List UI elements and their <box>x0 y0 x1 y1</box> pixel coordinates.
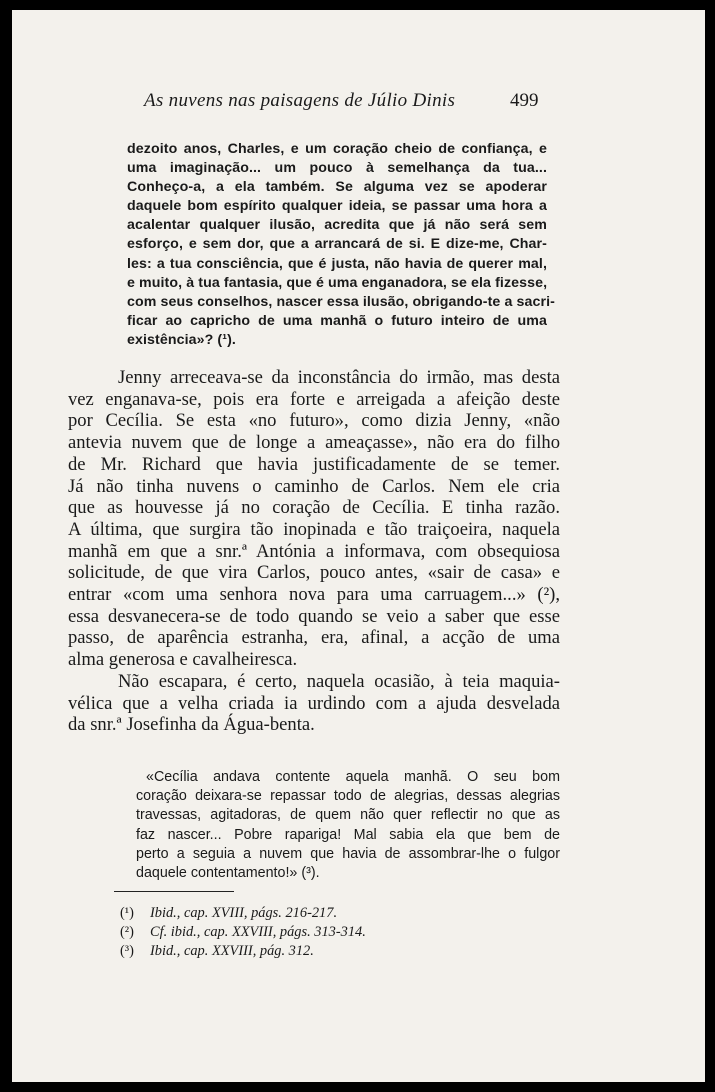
body-line: da snr.ª Josefinha da Água-benta. <box>68 714 315 736</box>
quote-line: daquele contentamento!» (³). <box>136 865 320 882</box>
quote-line: acalentar qualquer ilusão, acredita que já não será sem <box>127 217 547 234</box>
quote-line: perto a seguia a nuvem que havia de assombrar-lhe o fulgor <box>136 845 560 862</box>
body-line: Jenny arreceava-se da inconstância do irmão, mas desta <box>118 367 560 388</box>
page-header <box>12 90 705 120</box>
quote-line: uma imaginação... um pouco à semelhança da tua... <box>127 160 547 177</box>
footnote-mark: (³) <box>120 943 134 959</box>
block-quote-bottom <box>136 768 560 883</box>
footnote-rule <box>114 891 234 892</box>
body-text <box>68 367 560 736</box>
footnote <box>120 923 366 942</box>
body-line: manhã em que a snr.ª Antónia a informava, com obsequiosa <box>68 540 560 562</box>
quote-line: dezoito anos, Charles, e um coração cheio de confiança, e <box>127 141 547 157</box>
quote-line: existência»? (¹). <box>127 331 236 348</box>
footnote-mark: (²) <box>120 924 134 940</box>
body-line: essa desvanecera-se de todo quando se veio a saber que esse <box>68 605 560 627</box>
footnote <box>120 942 366 961</box>
body-line: passo, de aparência estranha, era, afinal, a acção de uma <box>68 627 560 649</box>
footnote <box>120 904 366 923</box>
body-line: de Mr. Richard que havia justificadamente de se temer. <box>68 453 560 475</box>
body-line: que as houvesse já no coração de Cecília. E tinha razão. <box>68 497 560 519</box>
quote-line: e muito, à tua fantasia, que é uma enganadora, se ela fizesse, <box>127 274 548 291</box>
block-quote-top <box>127 140 555 350</box>
quote-line: ficar ao capricho de uma manhã o futuro inteiro de uma <box>127 312 547 329</box>
body-line: solicitude, de que vira Carlos, pouco antes, «sair de casa» e <box>68 562 560 584</box>
footnote-text: Cf. ibid., cap. XXVIII, págs. 313-314. <box>150 924 366 940</box>
book-page <box>12 10 705 1082</box>
body-line: por Cecília. Se esta «no futuro», como dizia Jenny, «não <box>68 410 560 432</box>
quote-line: daquele bom espírito qualquer ideia, se passar uma hora a <box>127 198 547 215</box>
running-title: As nuvens nas paisagens de Júlio Dinis <box>144 90 456 111</box>
body-line: Já não tinha nuvens o caminho de Carlos. Nem ele cria <box>68 475 560 497</box>
footnote-text: Ibid., cap. XVIII, págs. 216-217. <box>150 905 338 921</box>
body-line: vélica que a velha criada ia urdindo com a ajuda desvelada <box>68 692 560 714</box>
body-line: A última, que surgira tão inopinada e tão traiçoeira, naquela <box>68 518 560 540</box>
quote-line: esforço, e sem dor, que a arrancará de si. E dize-me, Char- <box>127 236 547 253</box>
quote-line: faz nascer... Pobre rapariga! Mal sabia ela que bem de <box>136 826 560 843</box>
footnote-mark: (¹) <box>120 905 134 921</box>
body-line: Não escapara, é certo, naquela ocasião, à teia maquia- <box>118 670 560 692</box>
quote-line: Conheço-a, a ela também. Se alguma vez se apoderar <box>127 179 547 196</box>
body-line: entrar «com uma senhora nova para uma carruagem...» (²), <box>68 584 560 606</box>
footnotes <box>120 904 366 961</box>
quote-line: travessas, agitadoras, de quem não quer reflectir no que as <box>136 807 560 824</box>
body-line: antevia nuvem que de longe a ameaçasse», não era do filho <box>68 432 560 454</box>
body-line: alma generosa e cavalheiresca. <box>68 649 298 671</box>
quote-line: «Cecília andava contente aquela manhã. O seu bom <box>146 769 560 785</box>
quote-line: com seus conselhos, nascer essa ilusão, obrigando-te a sacri- <box>127 293 555 310</box>
quote-line: les: a tua consciência, que é justa, não havia de querer mal, <box>127 255 547 272</box>
footnote-text: Ibid., cap. XXVIII, pág. 312. <box>150 943 314 959</box>
quote-line: coração deixara-se repassar todo de alegrias, dessas alegrias <box>136 788 560 805</box>
body-line: vez enganava-se, pois era forte e arreigada a afeição deste <box>68 388 560 410</box>
page-number: 499 <box>510 90 539 111</box>
